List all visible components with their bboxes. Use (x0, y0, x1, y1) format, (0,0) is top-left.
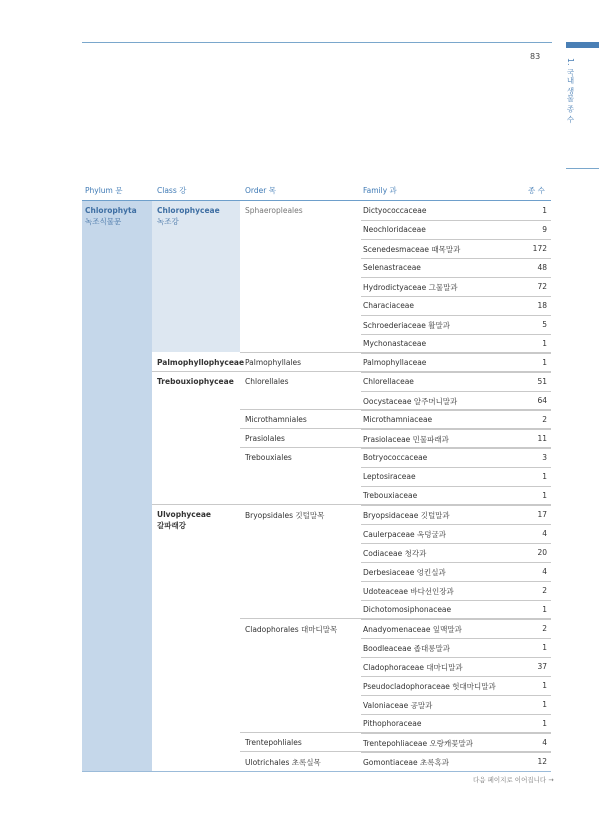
family-name: Prasiolaceae 민물파래과 (363, 435, 449, 444)
family-name: Caulerpaceae 옥덩굴과 (363, 530, 447, 539)
table-row (361, 429, 551, 449)
table-row (361, 467, 551, 487)
family-name: Chlorellaceae (363, 377, 414, 386)
species-count: 37 (537, 662, 547, 671)
order-palmophyllales: Palmophyllales (245, 358, 302, 367)
header-class: Class 강 (157, 186, 187, 195)
table-row (361, 676, 551, 696)
top-rule (82, 42, 552, 43)
species-count: 1 (542, 472, 547, 481)
section-label: 1. 국내 생물 종 수 (566, 58, 575, 124)
order-trentepohliales: Trentepohliales (245, 738, 302, 747)
table-row (361, 391, 551, 411)
table-row (361, 353, 551, 373)
species-count: 1 (542, 643, 547, 652)
species-count: 1 (542, 491, 547, 500)
family-name: Bryopsidaceae 깃털말과 (363, 511, 450, 520)
section-tab (566, 42, 599, 48)
phylum-latin: Chlorophyta (85, 206, 137, 215)
order-prasiolales: Prasiolales (245, 434, 285, 443)
family-name: Selenastraceae (363, 263, 421, 272)
species-count: 5 (542, 320, 547, 329)
species-count: 4 (542, 529, 547, 538)
species-count: 51 (537, 377, 547, 386)
family-name: Characiaceae (363, 301, 415, 310)
species-count: 9 (542, 225, 547, 234)
family-name: Palmophyllaceae (363, 358, 427, 367)
family-name: Gomontiaceae 초록혹과 (363, 758, 449, 767)
family-name: Botryococcaceae (363, 453, 428, 462)
table-row (361, 334, 551, 354)
species-count: 4 (542, 738, 547, 747)
table-row (361, 543, 551, 563)
family-name: Boodleaceae 좁대롱말과 (363, 644, 450, 653)
species-count: 2 (542, 624, 547, 633)
class-chlorophyceae: Chlorophyceae (157, 206, 220, 215)
table-row (361, 714, 551, 734)
species-count: 1 (542, 719, 547, 728)
order-microthamniales: Microthamniales (245, 415, 307, 424)
species-count: 48 (537, 263, 547, 272)
family-name: Mychonastaceae (363, 339, 427, 348)
header-count: 종 수 (528, 186, 545, 195)
order-trebouxiales: Trebouxiales (245, 453, 292, 462)
species-count: 1 (542, 339, 547, 348)
table-row (361, 733, 551, 753)
table-row (361, 258, 551, 278)
family-name: Trebouxiaceae (363, 491, 418, 500)
family-name: Dichotomosiphonaceae (363, 605, 452, 614)
table-row (361, 600, 551, 620)
family-name: Pseudocladophoraceae 헛대마디말과 (363, 682, 496, 691)
table-row (361, 220, 551, 240)
table-row (361, 581, 551, 601)
family-name: Cladophoraceae 대마디말과 (363, 663, 463, 672)
family-name: Derbesiaceae 엉킨실과 (363, 568, 446, 577)
species-count: 72 (537, 282, 547, 291)
species-count: 64 (537, 396, 547, 405)
species-count: 3 (542, 453, 547, 462)
species-count: 1 (542, 681, 547, 690)
family-name: Hydrodictyaceae 그물말과 (363, 283, 458, 292)
family-name: Leptosiraceae (363, 472, 416, 481)
table-row (361, 657, 551, 677)
table-row (361, 448, 551, 468)
table-row (361, 372, 551, 392)
table-row (361, 296, 551, 316)
class-ulvophyceae: Ulvophyceae (157, 510, 211, 519)
order-sphaeropleales: Sphaeropleales (245, 206, 303, 215)
table-row (361, 239, 551, 259)
family-name: Codiaceae 청각과 (363, 549, 427, 558)
table-row (361, 562, 551, 582)
species-count: 20 (537, 548, 547, 557)
species-count: 17 (537, 510, 547, 519)
bottom-rule (82, 771, 551, 772)
family-name: Dictyococcaceae (363, 206, 427, 215)
species-count: 172 (532, 244, 547, 253)
continued-note: 다음 페이지로 이어집니다 → (473, 776, 554, 784)
table-row (361, 277, 551, 297)
page-number: 83 (530, 52, 541, 61)
phylum-korean: 녹조식물문 (85, 217, 122, 226)
species-count: 1 (542, 358, 547, 367)
phylum-band (82, 201, 152, 771)
species-count: 1 (542, 206, 547, 215)
class-palmophyllophyceae: Palmophyllophyceae (157, 358, 245, 367)
order-ulotrichales: Ulotrichales 초록실목 (245, 758, 321, 767)
family-name: Valoniaceae 공말과 (363, 701, 433, 710)
family-name: Pithophoraceae (363, 719, 422, 728)
species-count: 11 (537, 434, 547, 443)
species-count: 2 (542, 415, 547, 424)
section-rule (566, 168, 599, 169)
species-count: 1 (542, 605, 547, 614)
table-row (361, 695, 551, 715)
order-chlorellales: Chlorellales (245, 377, 289, 386)
species-count: 12 (537, 757, 547, 766)
family-name: Oocystaceae 알주머니말과 (363, 397, 458, 406)
family-name: Microthamniaceae (363, 415, 433, 424)
family-name: Scenedesmaceae 때목말과 (363, 245, 461, 254)
table-row (361, 505, 551, 525)
species-count: 2 (542, 586, 547, 595)
header-family: Family 과 (363, 186, 397, 195)
family-name: Trentepohliaceae 오랑캐꽃말과 (363, 739, 473, 748)
order-bryopsidales: Bryopsidales 깃털말목 (245, 511, 325, 520)
family-name: Udoteaceae 바다선인장과 (363, 587, 454, 596)
table-row (361, 752, 551, 772)
family-name: Anadyomenaceae 잎맥말과 (363, 625, 462, 634)
species-count: 1 (542, 700, 547, 709)
table-row (361, 619, 551, 639)
table-row (361, 201, 551, 221)
family-name: Neochloridaceae (363, 225, 426, 234)
species-count: 4 (542, 567, 547, 576)
header-order: Order 목 (245, 186, 276, 195)
class-trebouxiophyceae: Trebouxiophyceae (157, 377, 234, 386)
table-row (361, 638, 551, 658)
table-row (361, 524, 551, 544)
header-phylum: Phylum 문 (85, 186, 123, 195)
table-row (361, 410, 551, 430)
species-count: 18 (537, 301, 547, 310)
class-ulvophyceae-korean: 갈파래강 (157, 521, 186, 530)
order-cladophorales: Cladophorales 대마디말목 (245, 625, 338, 634)
table-row (361, 486, 551, 506)
table-row (361, 315, 551, 335)
class-chlorophyceae-korean: 녹조강 (157, 217, 179, 226)
family-name: Schroederiaceae 활말과 (363, 321, 450, 330)
